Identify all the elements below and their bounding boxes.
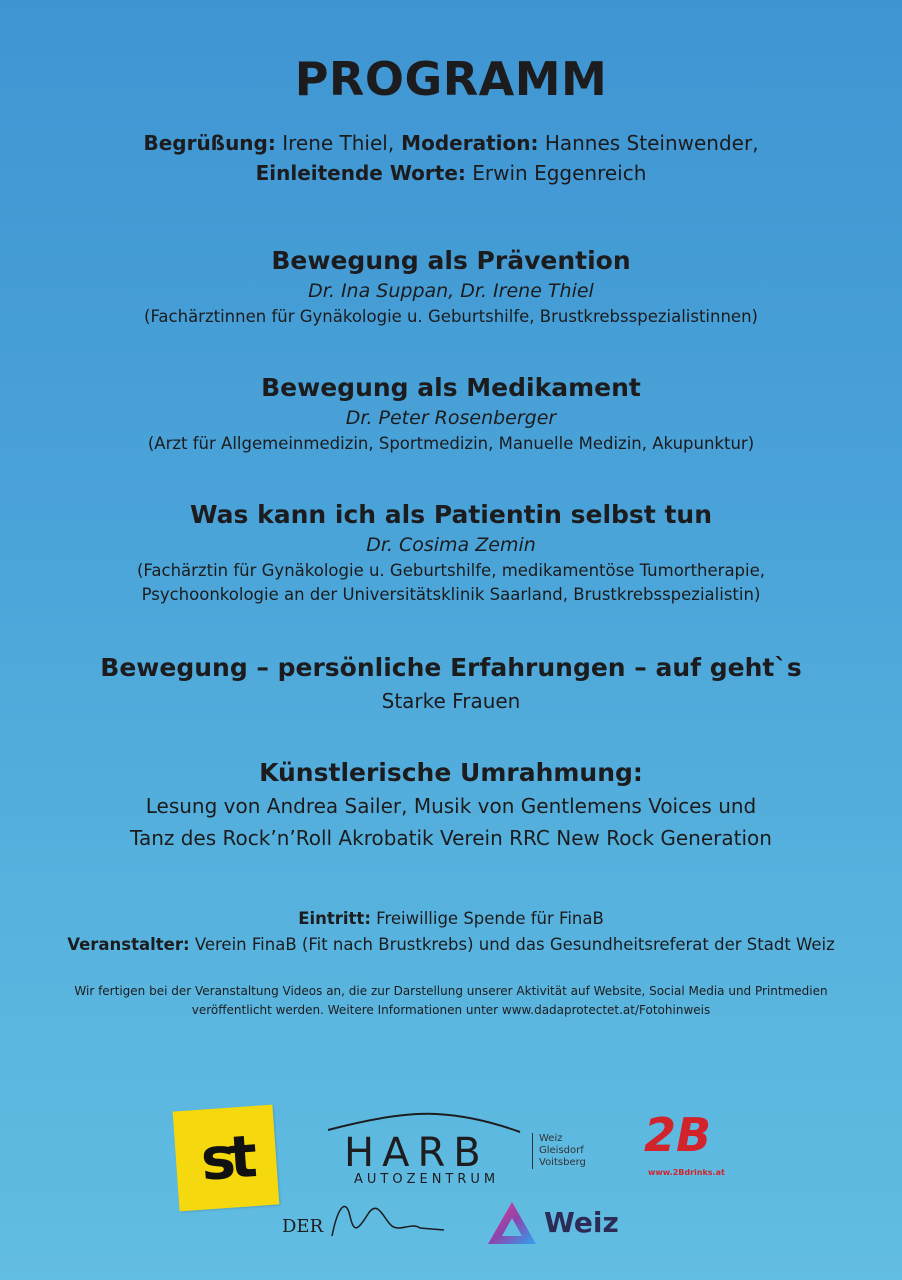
weiz-wordmark: Weiz <box>544 1206 619 1239</box>
harb-location-2: Gleisdorf <box>539 1145 584 1156</box>
event-info <box>0 906 902 958</box>
intro-line-2 <box>0 158 902 188</box>
entry-line <box>0 906 902 932</box>
talk-detail-line-1: (Fachärztin für Gynäkologie u. Geburtshilfe, medikamentöse Tumortherapie, <box>136 561 766 580</box>
2b-logo-mark: 2B <box>644 1108 712 1162</box>
harb-location-3: Voitsberg <box>539 1157 586 1168</box>
greeting-value: Irene Thiel, <box>275 131 395 155</box>
opening-words-value: Erwin Eggenreich <box>465 161 647 185</box>
2b-url: www.2Bdrinks.at <box>648 1168 725 1177</box>
talk-patient <box>0 498 902 607</box>
talk-heading: Bewegung – persönliche Erfahrungen – auf geht`s <box>100 653 802 682</box>
entry-label: Eintritt: <box>298 909 371 928</box>
disclaimer-line-2: veröffentlicht werden. Weitere Informationen unter www.dadaprotectet.at/Fotohinweis <box>191 1003 711 1017</box>
weiz-emblem-icon <box>484 1198 540 1250</box>
der-sponsor-logo <box>282 1196 452 1246</box>
artistic-line-2: Tanz des Rock’n’Roll Akrobatik Verein RRC New Rock Generation <box>130 826 772 850</box>
st-sponsor-logo <box>173 1105 280 1212</box>
2b-sponsor-logo <box>640 1108 730 1184</box>
disclaimer-line-1: Wir fertigen bei der Veranstaltung Videos an, die zur Darstellung unserer Aktivität auf Website, Social Media und Printmedien <box>74 984 828 998</box>
organizer-value: Verein FinaB (Fit nach Brustkrebs) und das Gesundheitsreferat der Stadt Weiz <box>189 935 835 954</box>
talk-prevention <box>0 244 902 329</box>
talk-artistic <box>0 756 902 854</box>
artistic-line-1: Lesung von Andrea Sailer, Musik von Gentlemens Voices und <box>145 794 757 818</box>
harb-subtitle: AUTOZENTRUM <box>354 1172 500 1187</box>
talk-heading: Künstlerische Umrahmung: <box>259 758 643 787</box>
talk-speaker: Dr. Cosima Zemin <box>366 534 536 556</box>
page-title: PROGRAMM <box>294 52 608 106</box>
moderation-label: Moderation: <box>394 131 539 155</box>
talk-speaker: Dr. Ina Suppan, Dr. Irene Thiel <box>308 280 594 302</box>
organizer-line <box>0 932 902 958</box>
talk-heading: Was kann ich als Patientin selbst tun <box>189 500 713 529</box>
intro-line-1 <box>0 128 902 158</box>
photo-disclaimer <box>40 982 862 1020</box>
organizer-label: Veranstalter: <box>67 935 190 954</box>
talk-speaker: Dr. Peter Rosenberger <box>345 407 557 429</box>
talk-experiences <box>0 651 902 717</box>
harb-sponsor-logo <box>326 1108 522 1188</box>
talk-detail: (Fachärztinnen für Gynäkologie u. Geburtshilfe, Brustkrebsspezialistinnen) <box>144 307 758 326</box>
harb-location-1: Weiz <box>539 1133 563 1144</box>
talk-detail: (Arzt für Allgemeinmedizin, Sportmedizin, Manuelle Medizin, Akupunktur) <box>147 434 755 453</box>
talk-medication <box>0 371 902 456</box>
talk-subtitle: Starke Frauen <box>381 689 521 713</box>
harb-wordmark: HARB <box>344 1130 489 1176</box>
st-logo-mark: st <box>198 1122 254 1194</box>
talk-heading: Bewegung als Prävention <box>271 246 631 275</box>
intro-block <box>0 128 902 188</box>
talk-heading: Bewegung als Medikament <box>261 373 641 402</box>
entry-value: Freiwillige Spende für FinaB <box>370 909 604 928</box>
moderation-value: Hannes Steinwender, <box>538 131 759 155</box>
weiz-sponsor-logo <box>484 1196 624 1252</box>
opening-words-label: Einleitende Worte: <box>255 161 466 185</box>
talk-detail-line-2: Psychoonkologie an der Universitätsklinik Saarland, Brustkrebsspezialistin) <box>141 585 761 604</box>
der-wordmark: DER <box>282 1216 324 1237</box>
greeting-label: Begrüßung: <box>143 131 276 155</box>
harb-locations <box>532 1133 586 1169</box>
der-signature-icon <box>328 1196 448 1240</box>
